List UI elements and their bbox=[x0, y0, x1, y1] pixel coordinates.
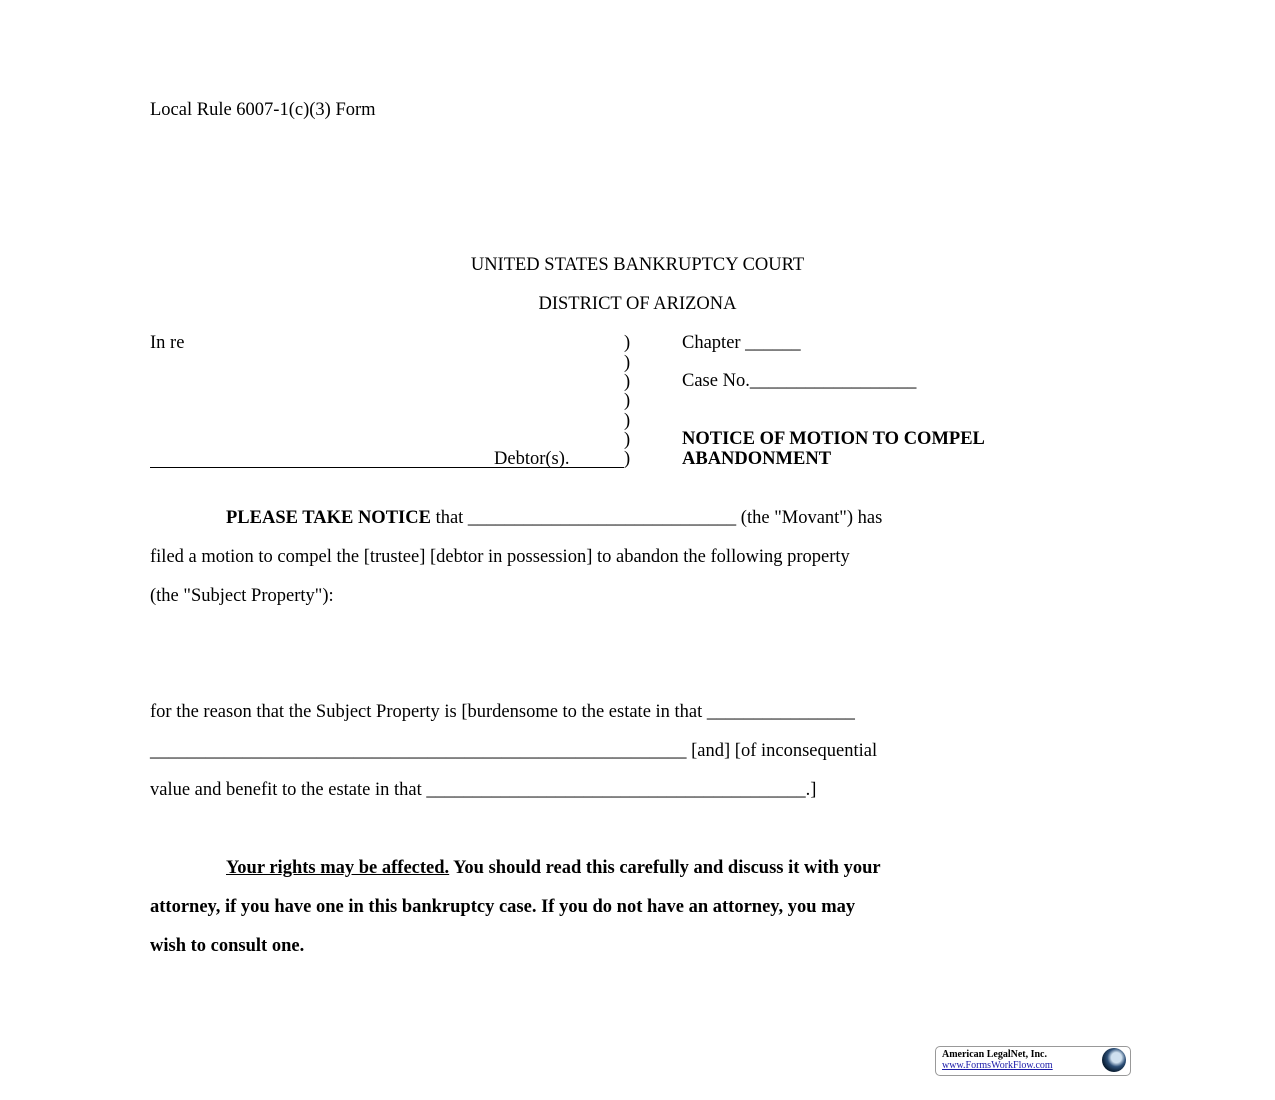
logo-company-name: American LegalNet, Inc. bbox=[942, 1049, 1047, 1060]
rights-text: You should read this carefully and discuss it with your bbox=[449, 858, 881, 878]
paren: ) bbox=[624, 391, 631, 411]
notice-text: that _____________________________ (the "Movant") has bbox=[430, 508, 883, 528]
globe-icon bbox=[1102, 1048, 1126, 1072]
paren: ) bbox=[624, 430, 631, 450]
paren: ) bbox=[624, 411, 631, 431]
logo-url-link[interactable]: www.FormsWorkFlow.com bbox=[942, 1060, 1053, 1071]
american-legalnet-logo[interactable] bbox=[935, 1046, 1131, 1076]
rights-line1 bbox=[226, 857, 881, 879]
rights-line3: wish to consult one. bbox=[150, 936, 305, 956]
paren: ) bbox=[624, 449, 631, 469]
reason-line2: __________________________________________________________ [and] [of inconsequential bbox=[150, 741, 878, 761]
paren: ) bbox=[624, 372, 631, 392]
court-district: DISTRICT OF ARIZONA bbox=[538, 294, 737, 314]
paren: ) bbox=[624, 353, 631, 373]
please-take-notice: PLEASE TAKE NOTICE bbox=[226, 508, 431, 528]
reason-line1: for the reason that the Subject Property is [burdensome to the estate in that ________________ bbox=[150, 702, 855, 722]
document-title-line2: ABANDONMENT bbox=[682, 449, 832, 469]
notice-paragraph-line1 bbox=[226, 507, 882, 529]
document-title-line1: NOTICE OF MOTION TO COMPEL bbox=[682, 429, 985, 449]
chapter-field: Chapter ______ bbox=[682, 333, 801, 353]
rights-heading: Your rights may be affected. bbox=[226, 858, 450, 878]
notice-paragraph-line3: (the "Subject Property"): bbox=[150, 586, 334, 606]
notice-paragraph-line2: filed a motion to compel the [trustee] [debtor in possession] to abandon the following property bbox=[150, 547, 850, 567]
debtor-label: Debtor(s). bbox=[494, 449, 570, 469]
paren: ) bbox=[624, 333, 631, 353]
form-label: Local Rule 6007-1(c)(3) Form bbox=[150, 100, 376, 120]
in-re-label: In re bbox=[150, 333, 185, 353]
reason-line3: value and benefit to the estate in that _________________________________________.] bbox=[150, 780, 817, 800]
rights-line2: attorney, if you have one in this bankruptcy case. If you do not have an attorney, you may bbox=[150, 897, 856, 917]
case-number-field: Case No.__________________ bbox=[682, 371, 917, 391]
court-name: UNITED STATES BANKRUPTCY COURT bbox=[470, 255, 805, 275]
